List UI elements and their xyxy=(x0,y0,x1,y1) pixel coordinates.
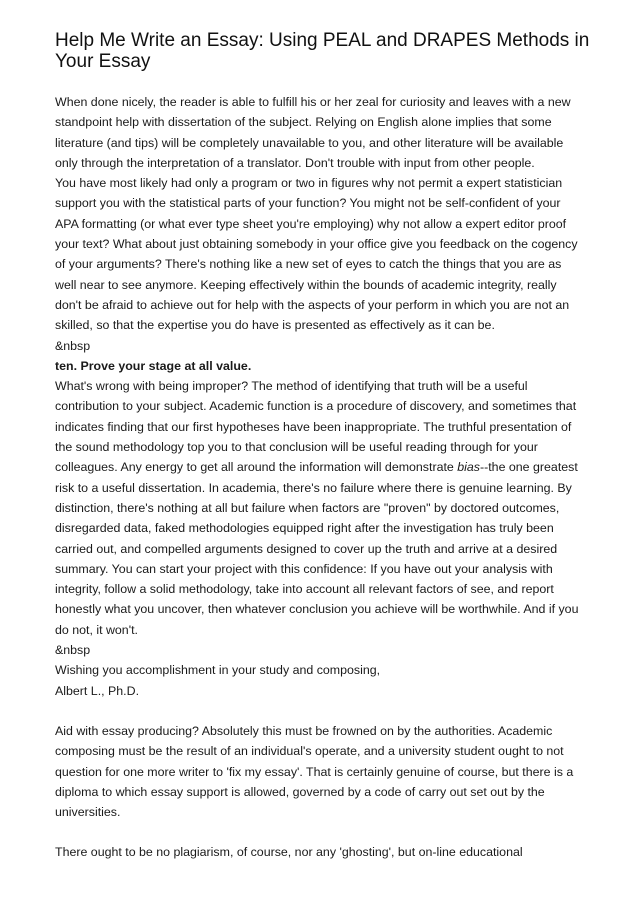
nbsp-text-2: &nbsp xyxy=(55,643,91,658)
paragraph-truth-italic: bias xyxy=(457,460,480,475)
paragraph-plagiarism: There ought to be no plagiarism, of course, nor any 'ghosting', but on-line educational xyxy=(55,845,523,860)
signature: Albert L., Ph.D. xyxy=(55,683,140,698)
paragraph-spacer xyxy=(55,822,583,842)
section-heading: ten. Prove your stage at all value. xyxy=(55,358,252,373)
paragraph-truth-end: --the one greatest risk to a useful dissertation. In academia, there's no failure where there is genuine learning. By distinction, there's nothing at all but failure when factors are "proven" by doctored outcomes, disregarded data, faked methodologies equipped right after the investigation has truly been carried out, and compelled arguments designed to cover up the truth and arrive at a desired summary. You can start your project with this confidence: If you have out your analysis with integrity, follow a solid methodology, take into account all relevant factors of see, and report honestly what you uncover, then whatever conclusion you achieve will be worthwhile. And if you do not, it won't. xyxy=(55,460,579,637)
document-title: Help Me Write an Essay: Using PEAL and DRAPES Methods in Your Essay xyxy=(55,30,590,72)
closing-line: Wishing you accomplishment in your study and composing, xyxy=(55,663,381,678)
paragraph-essay-aid: Aid with essay producing? Absolutely this must be frowned on by the authorities. Academic composing must be the result of an individual's operate, and a university student ought to not question for one more writer to 'fix my essay'. That is certainly genuine of course, but there is a diploma to which essay support is allowed, governed by a code of carry out set out by the universities. xyxy=(55,723,574,820)
document-body xyxy=(55,92,583,863)
paragraph-intro: When done nicely, the reader is able to fulfill his or her zeal for curiosity and leaves with a new standpoint help with dissertation of the subject. Relying on English alone implies that some literature (and tips) will be completely unavailable to you, and other literature will be available only through the interpretation of a translator. Don't trouble with input from other people. xyxy=(55,95,571,170)
paragraph-truth-start: What's wrong with being improper? The method of identifying that truth will be a useful contribution to your subject. Academic function is a procedure of discovery, and sometimes that indicates finding that our first hypotheses have been inappropriate. The truthful presentation of the sound methodology top you to that conclusion will be useful reading through for your colleagues. Any energy to get all around the information will demonstrate xyxy=(55,379,577,475)
paragraph-truth xyxy=(55,376,583,640)
paragraph-statistician: You have most likely had only a program or two in figures why not permit a expert statistician support you with the statistical parts of your function? You might not be self-confident of your APA formatting (or what ever type sheet you're employing) why not allow a expert editor proof your text? What about just obtaining somebody in your office give you feedback on the cogency of your arguments? There's nothing like a new set of eyes to catch the things that you are as well near to see anymore. Keeping effectively within the bounds of academic integrity, really don't be afraid to achieve out for help with the aspects of your perform in which you are not an skilled, so that the expertise you do have is presented as effectively as it can be. xyxy=(55,176,578,333)
nbsp-text-1: &nbsp xyxy=(55,338,91,353)
paragraph-spacer xyxy=(55,701,583,721)
